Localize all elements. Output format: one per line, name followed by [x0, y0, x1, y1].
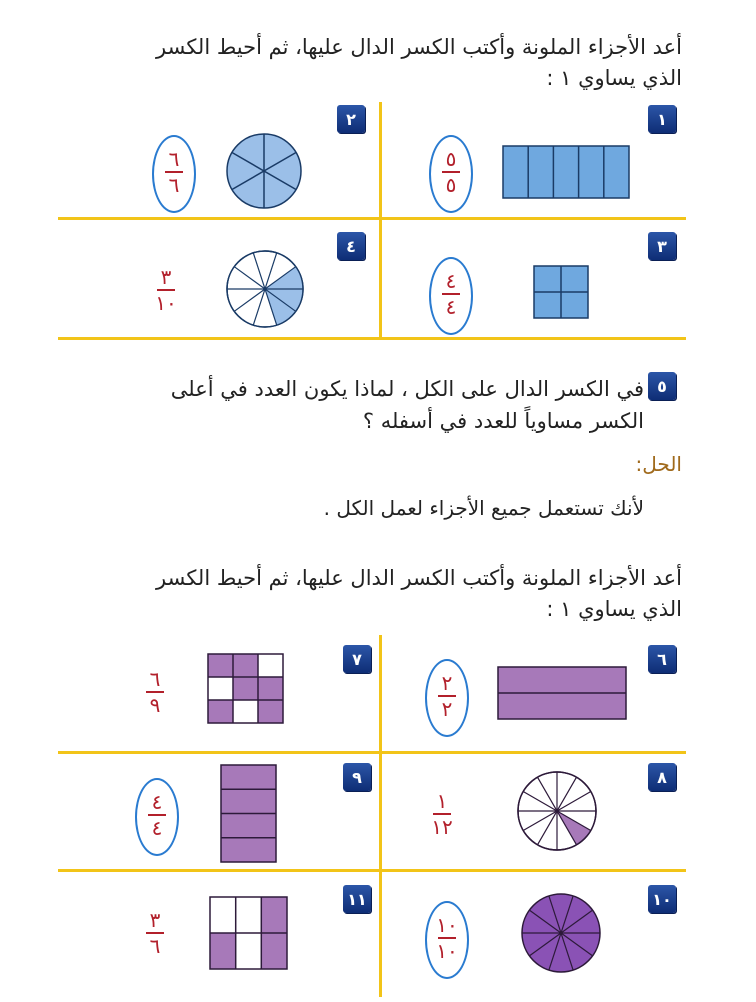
fraction-model-square-2x2: [534, 266, 588, 318]
instruction-1-line1: أعد الأجزاء الملونة وأكتب الكسر الدال عليها، ثم أحيط الكسر: [156, 35, 682, 59]
fraction-model-grid-3x2: [210, 897, 287, 969]
fraction-model-circle-10: [226, 250, 304, 328]
fraction-numerator: ٣: [149, 908, 161, 932]
fraction-denominator: ٦: [168, 173, 180, 197]
fraction-numerator: ١٠: [436, 913, 458, 937]
fraction-answer: [137, 791, 177, 839]
instruction-2: [62, 563, 682, 625]
fraction-denominator: ٥: [445, 173, 457, 197]
fraction-answer: [431, 148, 471, 196]
fraction-denominator: ١٠: [436, 939, 458, 963]
item-number-badge: ٤: [337, 232, 365, 260]
question-5-line2: الكسر مساوياً للعدد في أسفله ؟: [362, 409, 644, 433]
instruction-1: [62, 32, 682, 94]
fraction-model-circle-6: [226, 133, 302, 209]
solution-label: الحل:: [635, 452, 682, 476]
fraction-model-circle-10-full: [521, 893, 601, 973]
instruction-2-line1: أعد الأجزاء الملونة وأكتب الكسر الدال عليها، ثم أحيط الكسر: [156, 566, 682, 590]
fraction-denominator: ٤: [151, 816, 163, 840]
grid-divider-horizontal: [58, 217, 686, 220]
fraction-model-rect-4-rows: [221, 765, 276, 862]
item-number-badge: ١٠: [648, 885, 676, 913]
fraction-answer: [146, 266, 186, 314]
fraction-numerator: ٦: [168, 147, 180, 171]
fraction-numerator: ٤: [445, 269, 457, 293]
fraction-model-circle-12: [517, 771, 597, 851]
item-number-badge: ٧: [343, 645, 371, 673]
item-number-badge: ١١: [343, 885, 371, 913]
item-number-badge: ٥: [648, 372, 676, 400]
grid-divider-horizontal: [58, 751, 686, 754]
item-number-badge: ٩: [343, 763, 371, 791]
fraction-answer: [135, 668, 175, 716]
item-number-badge: ٦: [648, 645, 676, 673]
fraction-answer: [135, 909, 175, 957]
grid-divider-vertical: [379, 102, 382, 340]
fraction-answer: [431, 270, 471, 318]
fraction-answer: [154, 148, 194, 196]
solution-answer: لأنك تستعمل جميع الأجزاء لعمل الكل .: [323, 496, 644, 520]
fraction-numerator: ٥: [445, 147, 457, 171]
fraction-model-grid-3x3: [208, 654, 283, 723]
fraction-denominator: ١٢: [431, 815, 453, 839]
fraction-model-rect-2-rows: [498, 667, 626, 719]
fraction-numerator: ٦: [149, 667, 161, 691]
fraction-numerator: ٤: [151, 790, 163, 814]
item-number-badge: ٢: [337, 105, 365, 133]
item-number-badge: ٣: [648, 232, 676, 260]
item-number-badge: ١: [648, 105, 676, 133]
fraction-answer: [427, 672, 467, 720]
fraction-numerator: ٣: [160, 265, 172, 289]
fraction-answer: [422, 790, 462, 838]
fraction-denominator: ٦: [149, 934, 161, 958]
fraction-denominator: ٤: [445, 295, 457, 319]
fraction-denominator: ٢: [441, 697, 453, 721]
fraction-answer: [427, 914, 467, 962]
grid-divider-horizontal: [58, 337, 686, 340]
instruction-2-line2: الذي يساوي ١ :: [546, 597, 682, 621]
grid-divider-horizontal: [58, 869, 686, 872]
fraction-model-rect-5: [503, 146, 629, 198]
instruction-1-line2: الذي يساوي ١ :: [546, 66, 682, 90]
fraction-numerator: ٢: [441, 671, 453, 695]
fraction-denominator: ١٠: [155, 291, 177, 315]
question-5-text: [44, 373, 644, 437]
item-number-badge: ٨: [648, 763, 676, 791]
fraction-numerator: ١: [436, 789, 448, 813]
grid-divider-vertical: [379, 635, 382, 997]
fraction-denominator: ٩: [149, 693, 161, 717]
question-5-line1: في الكسر الدال على الكل ، لماذا يكون العدد في أعلى: [170, 377, 644, 401]
